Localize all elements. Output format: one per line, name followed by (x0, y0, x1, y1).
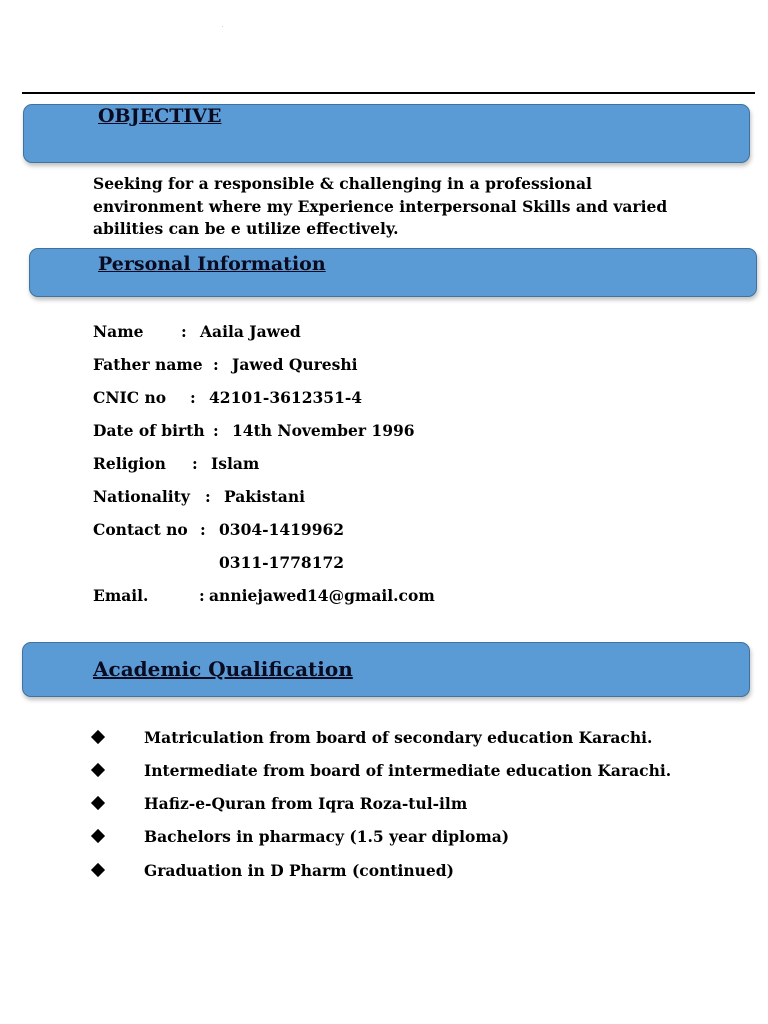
info-label: Date of birth (93, 421, 205, 440)
info-colon: : (192, 454, 198, 473)
qualification-text: Graduation in D Pharm (continued) (144, 861, 454, 880)
personal-info-heading: Personal Information (98, 253, 326, 275)
objective-heading: OBJECTIVE (98, 105, 222, 127)
qualification-text: Intermediate from board of intermediate education Karachi. (144, 761, 672, 780)
info-colon: : (200, 520, 206, 539)
info-label: Father name (93, 355, 203, 374)
page-speck (222, 26, 223, 27)
qualification-text: Hafiz-e-Quran from Iqra Roza-tul-ilm (144, 794, 468, 813)
info-colon: : (190, 388, 196, 407)
info-label: Religion (93, 454, 166, 473)
header-rule (22, 92, 755, 94)
info-value: Pakistani (224, 487, 305, 506)
info-label: Name (93, 322, 144, 341)
info-colon: : (205, 487, 211, 506)
info-colon: : (199, 586, 205, 605)
diamond-bullet-icon (91, 763, 105, 777)
info-value: Islam (211, 454, 260, 473)
diamond-bullet-icon (91, 829, 105, 843)
info-value: Jawed Qureshi (232, 355, 358, 374)
info-value: 0304-1419962 (219, 520, 345, 539)
info-value: 0311-1778172 (219, 553, 345, 572)
info-value: Aaila Jawed (200, 322, 301, 341)
info-colon: : (181, 322, 187, 341)
diamond-bullet-icon (91, 863, 105, 877)
info-label: Contact no (93, 520, 188, 539)
info-label: CNIC no (93, 388, 167, 407)
info-colon: : (213, 421, 219, 440)
qualification-text: Bachelors in pharmacy (1.5 year diploma) (144, 827, 510, 846)
objective-text: Seeking for a responsible & challenging in a professional environment where my Experience interpersonal Skills and varied abilities can be e utilize effectively. (93, 174, 668, 238)
info-label: Nationality (93, 487, 190, 506)
info-colon: : (213, 355, 219, 374)
diamond-bullet-icon (91, 796, 105, 810)
info-value: anniejawed14@gmail.com (209, 586, 435, 605)
diamond-bullet-icon (91, 730, 105, 744)
qualification-text: Matriculation from board of secondary education Karachi. (144, 728, 653, 747)
info-value: 14th November 1996 (232, 421, 415, 440)
info-label: Email. (93, 586, 149, 605)
info-value: 42101-3612351-4 (209, 388, 363, 407)
academic-heading: Academic Qualification (93, 657, 353, 681)
